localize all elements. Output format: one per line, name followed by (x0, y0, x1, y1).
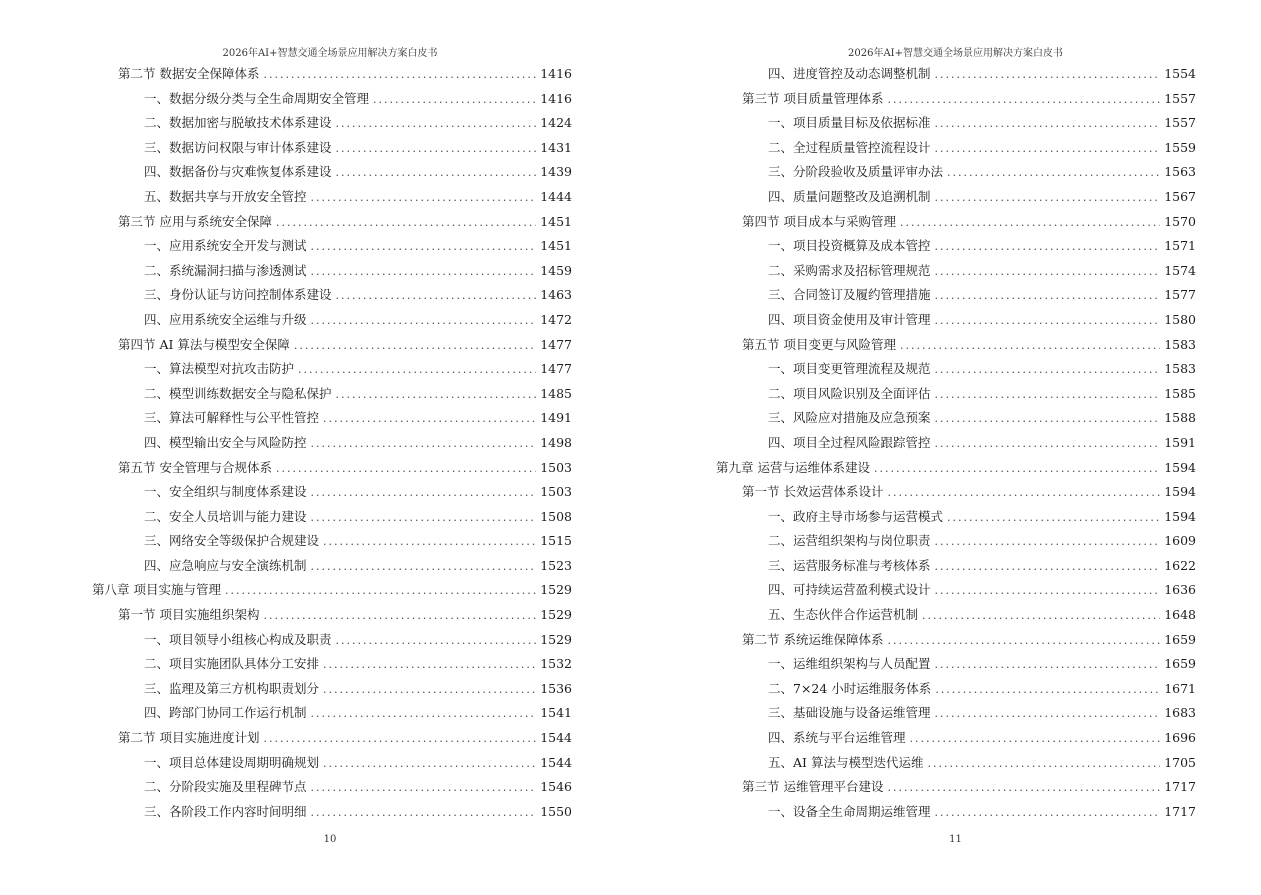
toc-entry-page: 1574 (1164, 262, 1196, 278)
toc-entry-title: 三、基础设施与设备运维管理 (768, 705, 931, 721)
dot-leader (276, 213, 536, 232)
dot-leader (887, 778, 1160, 797)
toc-entry-page: 1416 (540, 66, 572, 81)
dot-leader (311, 188, 537, 207)
dot-leader (935, 237, 1161, 256)
toc-entry-title: 二、采购需求及招标管理规范 (768, 262, 931, 278)
toc-entry-page: 1536 (540, 680, 572, 696)
toc-entry-page: 1577 (1164, 287, 1196, 303)
dot-leader (935, 557, 1161, 576)
dot-leader (874, 459, 1160, 478)
dot-leader (336, 163, 537, 182)
toc-entry-title: 三、数据访问权限与审计体系建设 (144, 139, 332, 155)
dot-leader (336, 114, 537, 133)
page-number: 10 (323, 834, 337, 845)
toc-entry-title: 三、分阶段验收及质量评审办法 (768, 164, 944, 180)
toc-list (716, 64, 1196, 826)
toc-entry-page: 1609 (1164, 533, 1196, 549)
toc-entry-page: 1451 (540, 238, 572, 254)
toc-section-entry[interactable] (716, 89, 1196, 114)
toc-subsection-entry[interactable] (716, 556, 1196, 581)
toc-entry-title: 一、政府主导市场参与运营模式 (768, 508, 944, 524)
dot-leader (935, 262, 1161, 281)
toc-entry-title: 四、可持续运营盈利模式设计 (768, 582, 931, 598)
toc-section-entry[interactable] (92, 605, 572, 630)
running-header: 2026年AI+智慧交通全场景应用解决方案白皮书 (848, 48, 1063, 59)
toc-entry-page: 1463 (540, 287, 572, 303)
toc-entry-page: 1671 (1164, 680, 1196, 696)
dot-leader (935, 360, 1161, 379)
toc-section-entry[interactable] (92, 64, 572, 89)
toc-entry-page: 1477 (540, 336, 572, 352)
toc-entry-page: 1503 (540, 459, 572, 475)
toc-entry-page: 1594 (1164, 459, 1196, 475)
toc-subsection-entry[interactable] (92, 777, 572, 802)
toc-entry-page: 1444 (540, 188, 572, 204)
toc-entry-page: 1570 (1164, 213, 1196, 229)
dot-leader (922, 606, 1160, 625)
toc-entry-page: 1580 (1164, 311, 1196, 327)
toc-entry-page: 1563 (1164, 164, 1196, 180)
toc-entry-page: 1636 (1164, 582, 1196, 598)
toc-subsection-entry[interactable] (92, 654, 572, 679)
toc-entry-page: 1622 (1164, 557, 1196, 573)
toc-entry-page: 1508 (540, 508, 572, 524)
toc-entry-title: 四、进度管控及动态调整机制 (768, 66, 931, 81)
dot-leader (947, 163, 1160, 182)
dot-leader (336, 385, 537, 404)
toc-entry-page: 1559 (1164, 139, 1196, 155)
toc-subsection-entry[interactable] (92, 310, 572, 335)
dot-leader (373, 90, 536, 109)
toc-entry-title: 二、数据加密与脱敏技术体系建设 (144, 115, 332, 131)
dot-leader (263, 729, 536, 748)
toc-entry-page: 1705 (1164, 754, 1196, 770)
toc-entry-page: 1523 (540, 557, 572, 573)
toc-subsection-entry[interactable] (716, 802, 1196, 827)
dot-leader (935, 803, 1161, 822)
toc-subsection-entry[interactable] (92, 753, 572, 778)
toc-subsection-entry[interactable] (716, 187, 1196, 212)
toc-entry-page: 1472 (540, 311, 572, 327)
toc-entry-title: 一、安全组织与制度体系建设 (144, 484, 307, 500)
toc-entry-title: 三、运营服务标准与考核体系 (768, 557, 931, 573)
toc-entry-page: 1683 (1164, 705, 1196, 721)
toc-subsection-entry[interactable] (92, 482, 572, 507)
toc-entry-title: 五、数据共享与开放安全管控 (144, 188, 307, 204)
toc-entry-page: 1485 (540, 385, 572, 401)
toc-entry-page: 1503 (540, 484, 572, 500)
toc-subsection-entry[interactable] (716, 162, 1196, 187)
right-page (630, 0, 1261, 895)
toc-entry-title: 四、数据备份与灾难恢复体系建设 (144, 164, 332, 180)
toc-subsection-entry[interactable] (716, 138, 1196, 163)
dot-leader (311, 311, 537, 330)
dot-leader (935, 434, 1161, 453)
toc-subsection-entry[interactable] (716, 728, 1196, 753)
dot-leader (298, 360, 536, 379)
dot-leader (935, 581, 1161, 600)
toc-entry-title: 二、项目实施团队具体分工安排 (144, 656, 320, 672)
toc-entry-page: 1717 (1164, 803, 1196, 819)
toc-entry-title: 二、系统漏洞扫描与渗透测试 (144, 262, 307, 278)
toc-entry-page: 1554 (1164, 66, 1196, 81)
toc-subsection-entry[interactable] (92, 162, 572, 187)
toc-entry-title: 四、应急响应与安全演练机制 (144, 557, 307, 573)
toc-subsection-entry[interactable] (716, 531, 1196, 556)
toc-entry-title: 二、分阶段实施及里程碑节点 (144, 779, 307, 795)
toc-entry-page: 1583 (1164, 361, 1196, 377)
toc-section-entry[interactable] (92, 728, 572, 753)
toc-subsection-entry[interactable] (716, 310, 1196, 335)
dot-leader (311, 803, 537, 822)
toc-subsection-entry[interactable] (92, 802, 572, 827)
toc-entry-title: 四、模型输出安全与风险防控 (144, 434, 307, 450)
toc-subsection-entry[interactable] (92, 261, 572, 286)
toc-section-entry[interactable] (92, 212, 572, 237)
dot-leader (336, 631, 537, 650)
toc-entry-title: 三、网络安全等级保护合规建设 (144, 533, 320, 549)
toc-subsection-entry[interactable] (716, 703, 1196, 728)
toc-entry-page: 1491 (540, 410, 572, 426)
toc-entry-title: 二、运营组织架构与岗位职责 (768, 533, 931, 549)
dot-leader (276, 459, 536, 478)
dot-leader (323, 409, 536, 428)
toc-entry-title: 第一节 长效运营体系设计 (742, 484, 884, 500)
toc-entry-page: 1550 (540, 803, 572, 819)
toc-entry-title: 四、质量问题整改及追溯机制 (768, 188, 931, 204)
dot-leader (323, 532, 536, 551)
dot-leader (311, 483, 537, 502)
toc-entry-title: 第三节 应用与系统安全保障 (118, 213, 272, 229)
dot-leader (887, 483, 1160, 502)
toc-subsection-entry[interactable] (92, 556, 572, 581)
toc-entry-page: 1541 (540, 705, 572, 721)
toc-entry-page: 1439 (540, 164, 572, 180)
toc-entry-title: 第五节 项目变更与风险管理 (742, 336, 896, 352)
dot-leader (935, 188, 1161, 207)
toc-subsection-entry[interactable] (716, 285, 1196, 310)
dot-leader (935, 532, 1161, 551)
dot-leader (927, 754, 1160, 773)
toc-section-entry[interactable] (716, 335, 1196, 360)
dot-leader (311, 262, 537, 281)
toc-entry-title: 三、身份认证与访问控制体系建设 (144, 287, 332, 303)
running-header: 2026年AI+智慧交通全场景应用解决方案白皮书 (222, 48, 438, 59)
toc-entry-title: 第二节 数据安全保障体系 (118, 66, 260, 81)
dot-leader (935, 286, 1161, 305)
toc-entry-title: 一、数据分级分类与全生命周期安全管理 (144, 90, 370, 106)
toc-entry-title: 第三节 运维管理平台建设 (742, 779, 884, 795)
dot-leader (935, 139, 1161, 158)
dot-leader (887, 631, 1160, 650)
toc-entry-page: 1594 (1164, 484, 1196, 500)
toc-subsection-entry[interactable] (92, 187, 572, 212)
toc-entry-page: 1451 (540, 213, 572, 229)
toc-subsection-entry[interactable] (92, 236, 572, 261)
toc-entry-title: 三、合同签订及履约管理措施 (768, 287, 931, 303)
toc-entry-title: 第二节 项目实施进度计划 (118, 730, 260, 746)
dot-leader (935, 385, 1161, 404)
toc-entry-title: 第九章 运营与运维体系建设 (716, 459, 870, 475)
toc-subsection-entry[interactable] (716, 507, 1196, 532)
toc-subsection-entry[interactable] (92, 89, 572, 114)
toc-entry-title: 第四节 项目成本与采购管理 (742, 213, 896, 229)
toc-subsection-entry[interactable] (716, 753, 1196, 778)
toc-entry-page: 1567 (1164, 188, 1196, 204)
toc-subsection-entry[interactable] (716, 580, 1196, 605)
dot-leader (311, 434, 537, 453)
toc-subsection-entry[interactable] (92, 408, 572, 433)
dot-leader (336, 286, 537, 305)
toc-subsection-entry[interactable] (92, 531, 572, 556)
dot-leader (935, 65, 1161, 84)
toc-entry-title: 第四节 AI 算法与模型安全保障 (118, 336, 290, 352)
toc-entry-page: 1529 (540, 582, 572, 598)
toc-section-entry[interactable] (716, 777, 1196, 802)
dot-leader (935, 311, 1161, 330)
toc-entry-title: 四、应用系统安全运维与升级 (144, 311, 307, 327)
toc-subsection-entry[interactable] (716, 64, 1196, 89)
toc-subsection-entry[interactable] (92, 138, 572, 163)
dot-leader (311, 508, 537, 527)
dot-leader (935, 680, 1160, 699)
toc-entry-title: 二、安全人员培训与能力建设 (144, 508, 307, 524)
toc-entry-title: 一、项目总体建设周期明确规划 (144, 754, 320, 770)
toc-entry-title: 二、项目风险识别及全面评估 (768, 385, 931, 401)
toc-entry-title: 一、项目变更管理流程及规范 (768, 361, 931, 377)
toc-entry-title: 一、项目质量目标及依据标准 (768, 115, 931, 131)
dot-leader (910, 729, 1161, 748)
toc-entry-title: 一、设备全生命周期运维管理 (768, 803, 931, 819)
toc-entry-page: 1583 (1164, 336, 1196, 352)
toc-entry-page: 1594 (1164, 508, 1196, 524)
toc-subsection-entry[interactable] (716, 654, 1196, 679)
dot-leader (225, 581, 536, 600)
toc-entry-title: 第八章 项目实施与管理 (92, 582, 221, 598)
toc-entry-page: 1648 (1164, 607, 1196, 623)
toc-entry-page: 1416 (540, 90, 572, 106)
dot-leader (323, 655, 536, 674)
dot-leader (947, 508, 1160, 527)
toc-entry-title: 一、项目领导小组核心构成及职责 (144, 631, 332, 647)
toc-entry-page: 1557 (1164, 115, 1196, 131)
toc-entry-title: 二、7×24 小时运维服务体系 (768, 680, 932, 696)
dot-leader (294, 336, 536, 355)
toc-subsection-entry[interactable] (716, 605, 1196, 630)
toc-chapter-entry[interactable] (92, 580, 572, 605)
toc-entry-title: 四、跨部门协同工作运行机制 (144, 705, 307, 721)
toc-section-entry[interactable] (92, 335, 572, 360)
toc-entry-title: 一、应用系统安全开发与测试 (144, 238, 307, 254)
dot-leader (935, 409, 1161, 428)
dot-leader (900, 336, 1160, 355)
toc-entry-page: 1717 (1164, 779, 1196, 795)
toc-list (92, 64, 572, 826)
dot-leader (263, 606, 536, 625)
dot-leader (900, 213, 1160, 232)
toc-subsection-entry[interactable] (92, 113, 572, 138)
dot-leader (311, 704, 537, 723)
toc-section-entry[interactable] (716, 212, 1196, 237)
toc-entry-title: 三、各阶段工作内容时间明细 (144, 803, 307, 819)
toc-entry-page: 1529 (540, 631, 572, 647)
toc-entry-page: 1544 (540, 754, 572, 770)
toc-entry-title: 第三节 项目质量管理体系 (742, 90, 884, 106)
dot-leader (935, 655, 1161, 674)
toc-entry-page: 1477 (540, 361, 572, 377)
toc-entry-page: 1424 (540, 115, 572, 131)
toc-entry-page: 1544 (540, 730, 572, 746)
toc-entry-title: 四、项目资金使用及审计管理 (768, 311, 931, 327)
toc-entry-page: 1515 (540, 533, 572, 549)
toc-section-entry[interactable] (92, 458, 572, 483)
dot-leader (311, 237, 537, 256)
toc-entry-title: 四、项目全过程风险跟踪管控 (768, 434, 931, 450)
dot-leader (336, 139, 537, 158)
toc-entry-page: 1532 (540, 656, 572, 672)
toc-subsection-entry[interactable] (716, 679, 1196, 704)
toc-entry-title: 第一节 项目实施组织架构 (118, 607, 260, 623)
toc-chapter-entry[interactable] (716, 458, 1196, 483)
toc-entry-page: 1571 (1164, 238, 1196, 254)
toc-section-entry[interactable] (716, 630, 1196, 655)
dot-leader (311, 778, 537, 797)
toc-subsection-entry[interactable] (92, 384, 572, 409)
toc-subsection-entry[interactable] (92, 507, 572, 532)
toc-entry-title: 三、风险应对措施及应急预案 (768, 410, 931, 426)
toc-subsection-entry[interactable] (716, 113, 1196, 138)
toc-subsection-entry[interactable] (92, 703, 572, 728)
toc-entry-title: 三、算法可解释性与公平性管控 (144, 410, 320, 426)
toc-entry-title: 第二节 系统运维保障体系 (742, 631, 884, 647)
toc-entry-title: 二、模型训练数据安全与隐私保护 (144, 385, 332, 401)
toc-entry-title: 一、项目投资概算及成本管控 (768, 238, 931, 254)
toc-entry-page: 1588 (1164, 410, 1196, 426)
toc-entry-page: 1659 (1164, 631, 1196, 647)
toc-entry-title: 一、算法模型对抗攻击防护 (144, 361, 295, 377)
dot-leader (323, 754, 536, 773)
toc-entry-page: 1696 (1164, 730, 1196, 746)
toc-entry-page: 1498 (540, 434, 572, 450)
toc-entry-title: 四、系统与平台运维管理 (768, 730, 906, 746)
toc-entry-title: 二、全过程质量管控流程设计 (768, 139, 931, 155)
left-page (0, 0, 630, 895)
toc-entry-page: 1546 (540, 779, 572, 795)
toc-subsection-entry[interactable] (92, 679, 572, 704)
toc-entry-title: 五、生态伙伴合作运营机制 (768, 607, 919, 623)
toc-entry-page: 1459 (540, 262, 572, 278)
toc-entry-page: 1529 (540, 607, 572, 623)
toc-subsection-entry[interactable] (716, 236, 1196, 261)
toc-entry-page: 1557 (1164, 90, 1196, 106)
toc-entry-title: 五、AI 算法与模型迭代运维 (768, 754, 924, 770)
dot-leader (311, 557, 537, 576)
dot-leader (323, 680, 536, 699)
dot-leader (887, 90, 1160, 109)
dot-leader (935, 114, 1161, 133)
dot-leader (935, 704, 1161, 723)
toc-entry-title: 三、监理及第三方机构职责划分 (144, 680, 320, 696)
toc-entry-page: 1659 (1164, 656, 1196, 672)
toc-entry-page: 1585 (1164, 385, 1196, 401)
page-number: 11 (949, 834, 962, 845)
toc-subsection-entry[interactable] (92, 285, 572, 310)
toc-subsection-entry[interactable] (716, 408, 1196, 433)
dot-leader (263, 65, 536, 84)
toc-entry-title: 第五节 安全管理与合规体系 (118, 459, 272, 475)
toc-subsection-entry[interactable] (92, 359, 572, 384)
toc-subsection-entry[interactable] (716, 384, 1196, 409)
toc-subsection-entry[interactable] (92, 433, 572, 458)
toc-subsection-entry[interactable] (716, 261, 1196, 286)
toc-entry-page: 1591 (1164, 434, 1196, 450)
toc-subsection-entry[interactable] (716, 359, 1196, 384)
toc-subsection-entry[interactable] (716, 433, 1196, 458)
toc-subsection-entry[interactable] (92, 630, 572, 655)
toc-entry-page: 1431 (540, 139, 572, 155)
toc-section-entry[interactable] (716, 482, 1196, 507)
toc-entry-title: 一、运维组织架构与人员配置 (768, 656, 931, 672)
